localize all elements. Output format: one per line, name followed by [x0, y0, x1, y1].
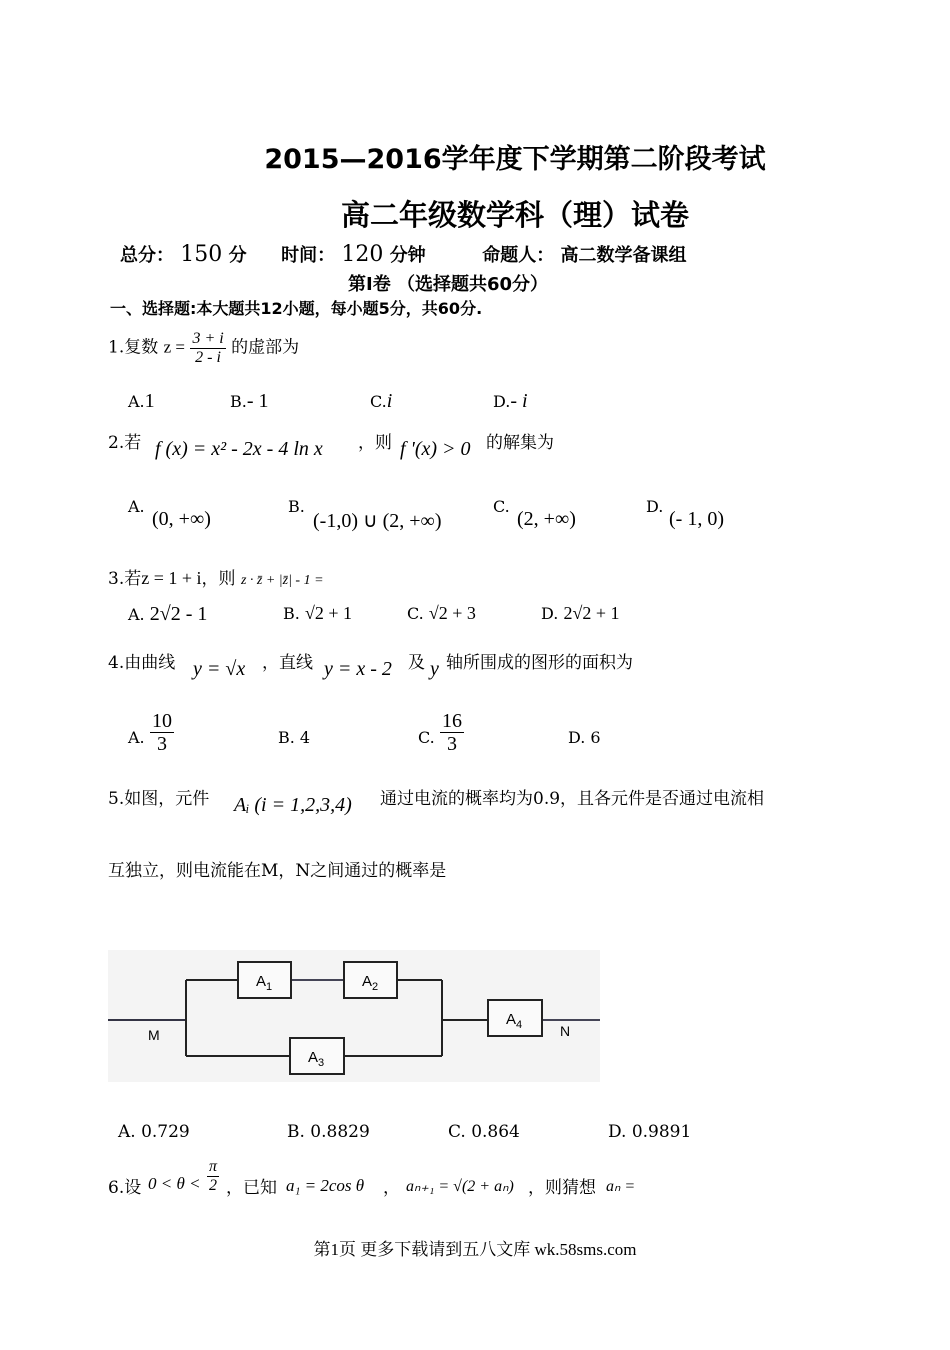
volume-heading: 第Ⅰ卷 （选择题共60分）	[348, 274, 549, 295]
q4-option-c: $\frac{16}{3}$	[442, 710, 462, 755]
q6-a1: a₁ = 2cos θ	[286, 1176, 365, 1195]
circuit-a1: $A_1$	[256, 973, 273, 993]
time-label: 时间：	[281, 245, 336, 266]
q3-option-b: B. √2 + 1	[283, 603, 352, 623]
q4-and: 及	[408, 653, 425, 673]
q2-option-b-label: B.	[288, 497, 305, 516]
q2-mid: ，则	[358, 433, 392, 453]
q6-mid1: ，已知	[226, 1178, 277, 1198]
q6-two: 2	[209, 1176, 217, 1194]
q2-option-d: (- 1, 0)	[669, 508, 724, 530]
q4-curve: y = √x	[193, 658, 246, 680]
page-footer: 第1页 更多下载请到五八文库 wk.58sms.com	[313, 1240, 637, 1259]
q1-option-b: B.- 1	[230, 390, 269, 412]
q2-suffix: 的解集为	[486, 433, 554, 453]
q3-prefix: 3.若	[108, 569, 142, 589]
q6-an: aₙ =	[606, 1178, 636, 1195]
q2-option-b: (-1,0) ∪ (2, +∞)	[313, 510, 442, 532]
circuit-label-m: M	[148, 1027, 160, 1043]
q1-z: z =	[163, 337, 186, 357]
q2-option-d-label: D.	[646, 497, 664, 516]
q5-line2: 互独立，则电流能在M，N之间通过的概率是	[108, 861, 447, 881]
q3-option-d: D. 2√2 + 1	[541, 603, 620, 623]
time-value: 120	[341, 242, 384, 267]
q3-option-a: A. 2√2 - 1	[128, 603, 208, 625]
q1-option-c: C.i	[370, 390, 393, 412]
q5-prefix: 5.如图，元件	[108, 789, 210, 809]
q1-option-d: D.- i	[493, 390, 528, 412]
q6-fraction	[207, 1158, 219, 1194]
circuit-a3: $A_3$	[308, 1049, 325, 1069]
q1-fraction	[190, 330, 225, 366]
section-heading: 一、选择题:本大题共12小题，每小题5分，共60分.	[110, 299, 483, 318]
q6-recurrence: aₙ₊₁ = √(2 + aₙ)	[406, 1178, 514, 1195]
q3-option-c: C. √2 + 3	[407, 603, 476, 623]
q3-given: z = 1 + i	[141, 568, 202, 588]
q2-option-c: (2, +∞)	[517, 508, 576, 530]
q5-suffix: 通过电流的概率均为0.9，且各元件是否通过电流相	[380, 789, 765, 809]
q4-option-b: B. 4	[278, 728, 311, 747]
q6-range: 0 < θ <	[148, 1174, 201, 1193]
q6-prefix: 6.设	[108, 1178, 142, 1198]
author-label: 命题人：	[482, 245, 555, 266]
circuit-diagram	[108, 950, 600, 1082]
q4-prefix: 4.由曲线	[108, 653, 176, 673]
q6-mid2: ，则猜想	[528, 1178, 596, 1198]
exam-meta	[120, 241, 687, 267]
total-unit: 分	[228, 245, 247, 266]
q2-option-a-label: A.	[128, 497, 145, 516]
circuit-a2: $A_2$	[362, 973, 379, 993]
q4-option-a: $\frac{10}{3}$	[152, 710, 172, 755]
q4-axis: y	[430, 658, 439, 680]
q5-option-d: D. 0.9891	[608, 1122, 692, 1142]
q2-prefix: 2.若	[108, 433, 142, 453]
question-3	[108, 564, 324, 589]
q4-option-d: D. 6	[568, 728, 601, 747]
total-label: 总分：	[120, 245, 174, 266]
q1-denominator: 2 - i	[195, 348, 221, 366]
q2-condition: f '(x) > 0	[400, 438, 471, 460]
time-unit: 分钟	[389, 245, 426, 266]
q2-option-c-label: C.	[493, 497, 510, 516]
q1-option-a: A.1	[128, 390, 155, 412]
q4-line: y = x - 2	[324, 658, 392, 680]
q4-option-a-label: A.	[128, 728, 145, 747]
q1-prefix: 1.复数	[108, 337, 159, 358]
q3-expression: z · z̄ + |z̄| - 1 =	[240, 573, 324, 588]
author-value: 高二数学备课组	[560, 245, 687, 266]
q1-numerator: 3 + i	[192, 330, 224, 347]
q2-option-a: (0, +∞)	[152, 508, 211, 530]
q6-pi: π	[209, 1158, 218, 1175]
circuit-label-n: N	[560, 1023, 571, 1039]
q4-suffix: 轴所围成的图形的面积为	[446, 653, 633, 673]
q4-mid: ，直线	[262, 653, 313, 673]
exam-subtitle: 高二年级数学科（理）试卷	[340, 198, 689, 232]
q5-option-b: B. 0.8829	[287, 1122, 370, 1142]
q1-suffix: 的虚部为	[231, 337, 300, 358]
circuit-a4: $A_4$	[506, 1011, 523, 1031]
q3-mid: ，则	[201, 569, 236, 589]
question-1	[108, 330, 299, 366]
exam-title: 2015—2016学年度下学期第二阶段考试	[264, 144, 766, 175]
q2-function: f (x) = x² - 2x - 4 ln x	[155, 438, 323, 460]
q6-sep: ，	[383, 1178, 400, 1198]
q4-option-c-label: C.	[418, 728, 435, 747]
total-value: 150	[180, 242, 223, 267]
q5-element: Aᵢ (i = 1,2,3,4)	[234, 794, 352, 816]
q5-option-a: A. 0.729	[118, 1122, 190, 1142]
q5-option-c: C. 0.864	[448, 1122, 520, 1142]
